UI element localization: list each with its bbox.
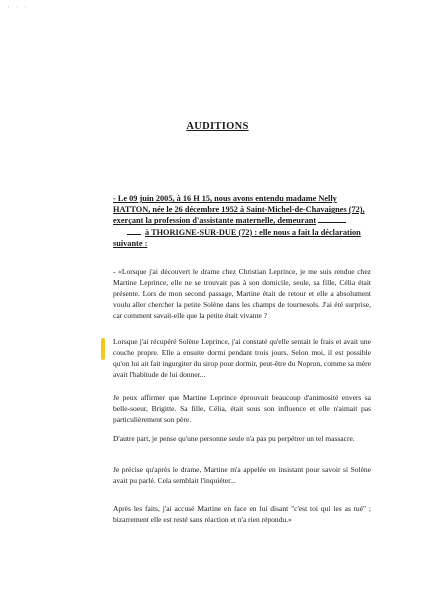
paragraph-1: - «Lorsque j'ai découvert le drame chez Christian Leprince, je me suis rendue chez Martine Leprince, elle ne se trouvait pas à son domicile, seule, sa fille, Célia était présente. Lors de mon second passage, Martine était de retour et elle a absolument voulu aller chercher la petite Solène dans les champs de tournesols. J'ai été surprise, car comment savait-elle que la petite était vivante ?	[113, 267, 371, 321]
blank-field	[318, 215, 346, 223]
paragraph-3: Je peux affirmer que Martine Leprince éprouvait beaucoup d'animosité envers sa belle-soeur, Brigitte. Sa fille, Célia, était sous son influence et elle n'aimait pas particulièrement son père.	[113, 393, 371, 425]
intro-line-3: exerçant la profession d'assistante maternelle, demeurant	[113, 216, 317, 226]
intro-line-4: à THORIGNE-SUR-DUE (72) : elle nous a fait la déclaration	[145, 227, 361, 237]
blank-field-2	[127, 227, 141, 235]
paragraph-4: D'autre part, je pense qu'une personne seule n'a pas pu perpétrer un tel massacre.	[113, 434, 355, 443]
highlighter-mark	[101, 338, 105, 360]
intro-line-4-row	[113, 227, 373, 238]
scan-specks: ' ' '	[8, 6, 30, 12]
paragraph-6: Après les faits, j'ai accusé Martine en face en lui disant "c'est toi qui les as tué" ; bizarrement elle est resté sans réaction et n'a rien répondu.»	[113, 504, 371, 525]
intro-line-2: HATTON, née le 26 décembre 1952 à Saint-Michel-de-Chavaignes (72),	[113, 205, 365, 215]
intro-statement	[113, 193, 373, 249]
intro-line-1: - Le 09 juin 2005, à 16 H 15, nous avons entendu madame Nelly	[113, 194, 337, 203]
intro-line-3-row	[113, 215, 373, 226]
intro-line-5: suivante :	[113, 238, 148, 248]
paragraph-2: Lorsque j'ai récupéré Solène Leprince, j'ai constaté qu'elle sentait le frais et avait une couche propre. Elle a ensuite dormi pendant trois jours. Selon moi, il est possible qu'on lui ait fait ingurgiter du sirop pour dormir, peut-être du Nopron, comme sa mère avait l'habitude de lui donner...	[113, 337, 371, 380]
page-title: AUDITIONS	[186, 121, 249, 132]
paragraph-5: Je précise qu'après le drame, Martine m'a appelée en insistant pour savoir si Solène avait pu parlé. Cela semblait l'inquiéter...	[113, 465, 371, 486]
